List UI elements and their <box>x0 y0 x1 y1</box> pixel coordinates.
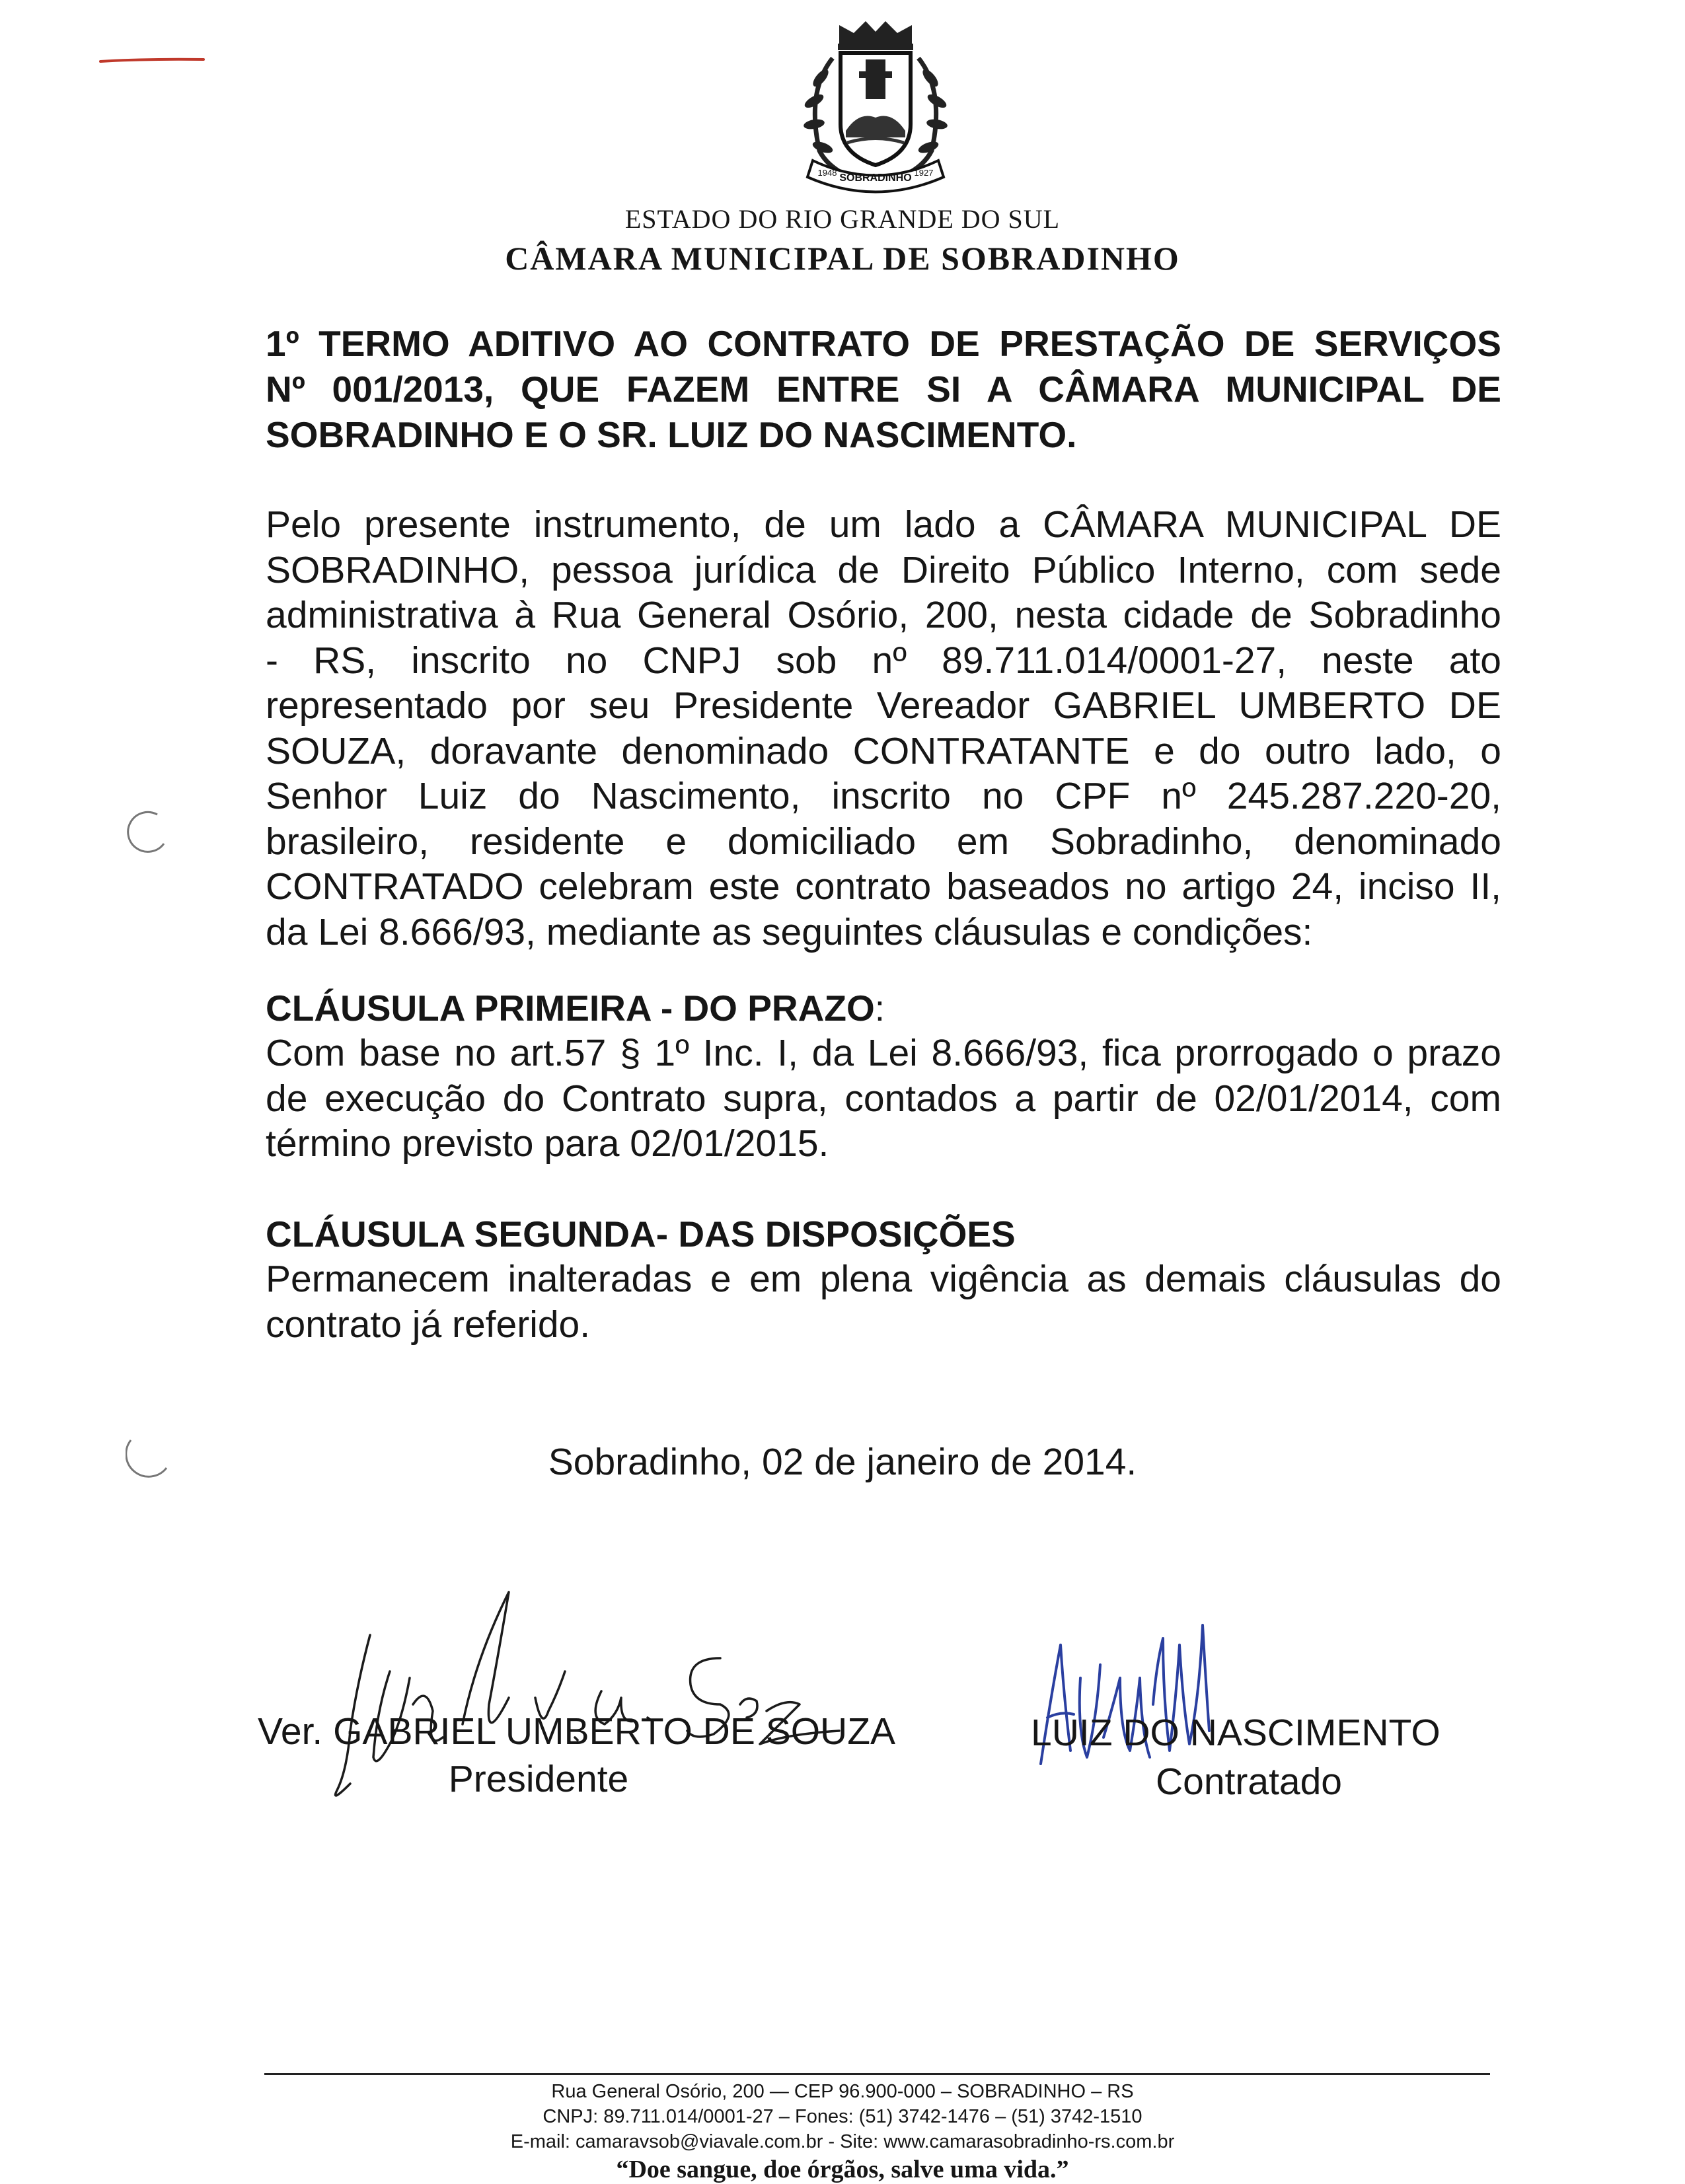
paragraph-line: SOUZA, doravante denominado CONTRATANTE e do outro lado, o <box>266 729 1501 772</box>
signer-name: LUIZ DO NASCIMENTO <box>1031 1712 1441 1754</box>
paragraph-line: Pelo presente instrumento, de um lado a CÂMARA MUNICIPAL DE <box>266 503 1501 546</box>
paragraph-line: representado por seu Presidente Vereador GABRIEL UMBERTO DE <box>266 684 1501 727</box>
paragraph-line: administrativa à Rua General Osório, 200, nesta cidade de Sobradinho <box>266 594 1501 636</box>
heading-line: Nº 001/2013, QUE FAZEM ENTRE SI A CÂMARA MUNICIPAL DE <box>266 369 1501 410</box>
clause-line: término previsto para 02/01/2015. <box>266 1122 829 1165</box>
clause-second <box>266 1212 1501 1347</box>
paragraph-line: da Lei 8.666/93, mediante as seguintes cláusulas e condições: <box>266 910 1313 953</box>
svg-text:SOBRADINHO: SOBRADINHO <box>839 172 912 184</box>
date-line: Sobradinho, 02 de janeiro de 2014. <box>548 1441 1137 1483</box>
svg-text:1927: 1927 <box>914 168 934 178</box>
heading-line: SOBRADINHO E O SR. LUIZ DO NASCIMENTO. <box>266 414 1077 455</box>
footer-divider <box>264 2073 1490 2075</box>
heading-line: 1º TERMO ADITIVO AO CONTRATO DE PRESTAÇÃO DE SERVIÇOS <box>266 323 1501 364</box>
punch-hole-mark <box>126 809 172 855</box>
clause-title-text: CLÁUSULA SEGUNDA- DAS DISPOSIÇÕES <box>266 1214 1016 1255</box>
clause-line: contrato já referido. <box>266 1303 591 1346</box>
state-line: ESTADO DO RIO GRANDE DO SUL <box>624 204 1061 234</box>
clause-line: Permanecem inalteradas e em plena vigência as demais cláusulas do <box>266 1258 1501 1300</box>
municipal-crest-icon <box>767 18 985 197</box>
clause-title <box>266 986 1501 1031</box>
chamber-name: CÂMARA MUNICIPAL DE SOBRADINHO <box>505 240 1180 277</box>
clause-title-text: CLÁUSULA PRIMEIRA - DO PRAZO <box>266 988 875 1029</box>
paragraph-line: Senhor Luiz do Nascimento, inscrito no CPF nº 245.287.220-20, <box>266 775 1501 817</box>
signer-role: Contratado <box>1155 1761 1343 1803</box>
paragraph-line: SOBRADINHO, pessoa jurídica de Direito Público Interno, com sede <box>266 548 1501 591</box>
clause-first <box>266 986 1501 1167</box>
signer-name: Ver. GABRIEL UMBERTO DE SOUZA <box>258 1710 896 1753</box>
footer-contact: E-mail: camaravsob@viavale.com.br - Site: www.camarasobradinho-rs.com.br <box>510 2131 1175 2152</box>
clause-line: de execução do Contrato supra, contados a partir de 02/01/2014, com <box>266 1077 1501 1120</box>
footer-motto: “Doe sangue, doe órgãos, salve uma vida.” <box>616 2156 1069 2183</box>
footer-address: Rua General Osório, 200 — CEP 96.900-000 – SOBRADINHO – RS <box>551 2081 1134 2102</box>
signer-role: Presidente <box>448 1758 629 1800</box>
margin-pen-mark <box>99 56 205 64</box>
footer-cnpj-phones: CNPJ: 89.711.014/0001-27 – Fones: (51) 3742-1476 – (51) 3742-1510 <box>543 2106 1142 2127</box>
clause-title <box>266 1212 1501 1256</box>
svg-text:1948: 1948 <box>817 168 837 178</box>
paragraph-line: CONTRATADO celebram este contrato baseados no artigo 24, inciso II, <box>266 865 1501 908</box>
paragraph-line: brasileiro, residente e domiciliado em Sobradinho, denominado <box>266 820 1501 863</box>
clause-title-colon: : <box>874 988 885 1029</box>
clause-line: Com base no art.57 § 1º Inc. I, da Lei 8.666/93, fica prorrogado o prazo <box>266 1032 1501 1074</box>
paragraph-line: - RS, inscrito no CNPJ sob nº 89.711.014/0001-27, neste ato <box>266 639 1501 682</box>
document-heading <box>266 321 1501 458</box>
preamble-paragraph <box>266 502 1501 955</box>
